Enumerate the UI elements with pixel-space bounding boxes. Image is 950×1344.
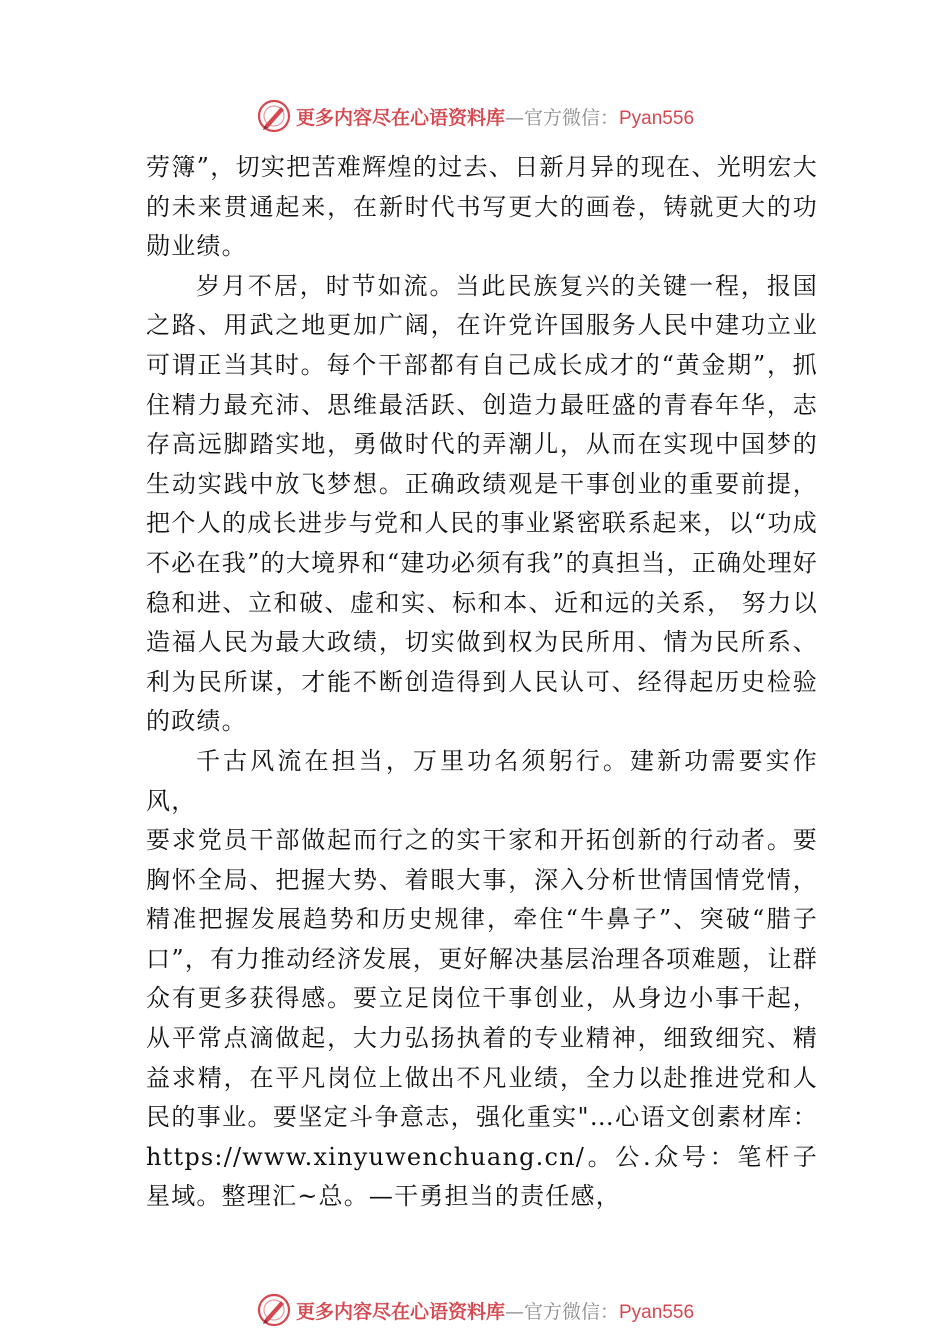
footer-wechat-id: Pyan556 [619, 1301, 695, 1323]
header-text [296, 103, 694, 130]
header-dash-text: —官方微信： [504, 106, 619, 129]
pen-circle-logo-icon [256, 1292, 292, 1328]
header-site-text: 更多内容尽在心语资料库 [295, 106, 505, 129]
footer-banner [0, 1290, 950, 1330]
pen-circle-logo-icon [256, 98, 292, 134]
footer-site-text: 更多内容尽在心语资料库 [295, 1300, 505, 1323]
header-wechat-id: Pyan556 [619, 107, 695, 129]
header-banner [0, 96, 950, 136]
footer-dash-text: —官方微信： [504, 1300, 619, 1323]
paragraph-continuation: 劳簿”，切实把苦难辉煌的过去、日新月异的现在、光明宏大的未来贯通起来，在新时代书写更大的画卷，铸就更大的功勋业绩。 [146, 153, 818, 261]
footer-text [296, 1297, 694, 1324]
paragraph-time: 岁月不居，时节如流。当此民族复兴的关键一程，报国之路、用武之地更加广阔，在许党许国服务人民中建功立业可谓正当其时。每个干部都有自己成长成才的“黄金期”，抓住精力最充沛、思维最活跃、创造力最旺盛的青春年华，志存高远脚踏实地，勇做时代的弄潮儿，从而在实现中国梦的生动实践中放飞梦想。正确政绩观是干事创业的重要前提， 把个人的成长进步与党和人民的事业紧密联系起来，以“功成不必在我”的大境界和“建功必须有我”的真担当，正确处理好稳和进、立和破、虚和实、标和本、近和远的关系， 努力以造福人民为最大政绩，切实做到权为民所用、情为民所系、利为民所谋，才能不断创造得到人民认可、经得起历史检验的政绩。 [146, 271, 818, 736]
paragraph-responsibility-body: 要求党员干部做起而行之的实干家和开拓创新的行动者。要胸怀全局、把握大势、着眼大事，深入分析世情国情党情，精准把握发展趋势和历史规律，牵住“牛鼻子”、突破“腊子口”，有力推动经济发展，更好解决基层治理各项难题，让群众有更多获得感。要立足岗位干事创业，从身边小事干起， 从平常点滴做起，大力弘扬执着的专业精神，细致细究、精益求精，在平凡岗位上做出不凡业绩，全力以赴推进党和人民的事业。要坚定斗争意志，强化重实"…心语文创素材库：https://www.xinyuwenchuang.cn/。公.众号：笔杆子星域。整理汇~总。—干勇担当的责任感， [146, 826, 818, 1211]
paragraph-responsibility-intro: 千古风流在担当，万里功名须躬行。建新功需要实作风， [146, 746, 818, 815]
document-body [146, 148, 818, 1217]
